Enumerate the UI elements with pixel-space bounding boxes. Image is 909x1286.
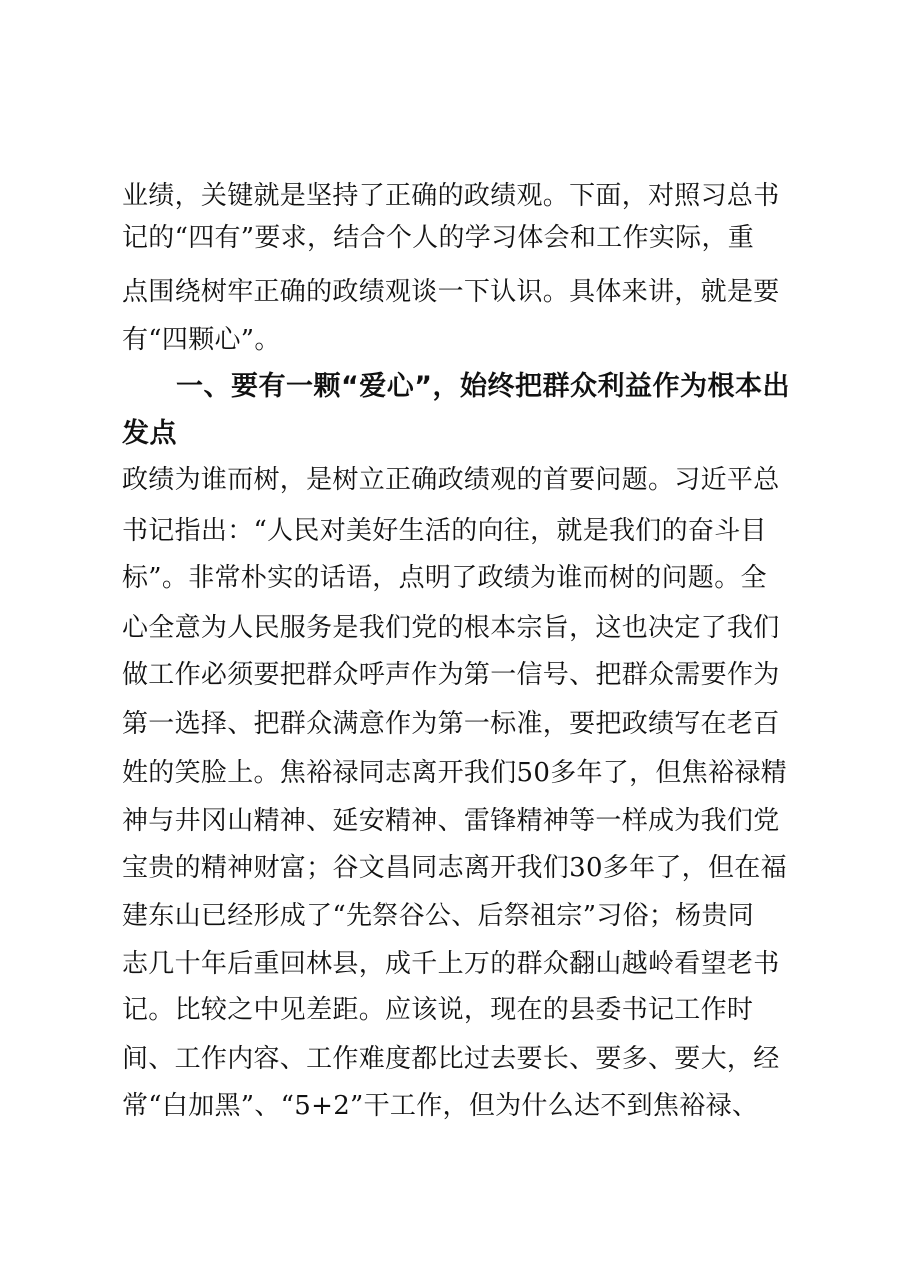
text-line: 政绩为谁而树，是树立正确政绩观的首要问题。习近平总 (122, 465, 780, 495)
text-line: 宝贵的精神财富；谷文昌同志离开我们30多年了，但在福 (122, 853, 787, 883)
text-line: 姓的笑脸上。焦裕禄同志离开我们50多年了，但焦裕禄精 (122, 758, 787, 788)
text-line: 志几十年后重回林县，成千上万的群众翻山越岭看望老书 (122, 949, 780, 979)
text-line: 做工作必须要把群众呼声作为第一信号、把群众需要作为 (122, 660, 780, 690)
text-line: 心全意为人民服务是我们党的根本宗旨，这也决定了我们 (122, 613, 780, 643)
heading-line: 发点 (122, 418, 177, 449)
text-line: 业绩，关键就是坚持了正确的政绩观。下面，对照习总书 (122, 181, 780, 211)
text-line: 神与井冈山精神、延安精神、雷锋精神等一样成为我们党 (122, 806, 780, 836)
text-line: 记。比较之中见差距。应该说，现在的县委书记工作时 (122, 995, 754, 1025)
text-line: 有“四颗心”。 (122, 325, 281, 355)
text-line: 标”。非常朴实的话语，点明了政绩为谁而树的问题。全 (122, 563, 767, 593)
text-line: 点围绕树牢正确的政绩观谈一下认识。具体来讲，就是要 (122, 277, 780, 307)
text-line: 第一选择、把群众满意作为第一标准，要把政绩写在老百 (122, 709, 780, 739)
text-line: 建东山已经形成了“先祭谷公、后祭祖宗”习俗；杨贵同 (122, 901, 755, 931)
text-line: 间、工作内容、工作难度都比过去要长、要多、要大，经 (122, 1044, 780, 1074)
text-line: 书记指出：“人民对美好生活的向往，就是我们的奋斗目 (122, 516, 767, 546)
text-line: 常“白加黑”、“5+2”干工作，但为什么达不到焦裕禄、 (122, 1091, 759, 1121)
heading-line: 一、要有一颗“爱心”，始终把群众利益作为根本出 (176, 371, 790, 402)
text-line: 记的“四有”要求，结合个人的学习体会和工作实际，重 (122, 223, 755, 253)
